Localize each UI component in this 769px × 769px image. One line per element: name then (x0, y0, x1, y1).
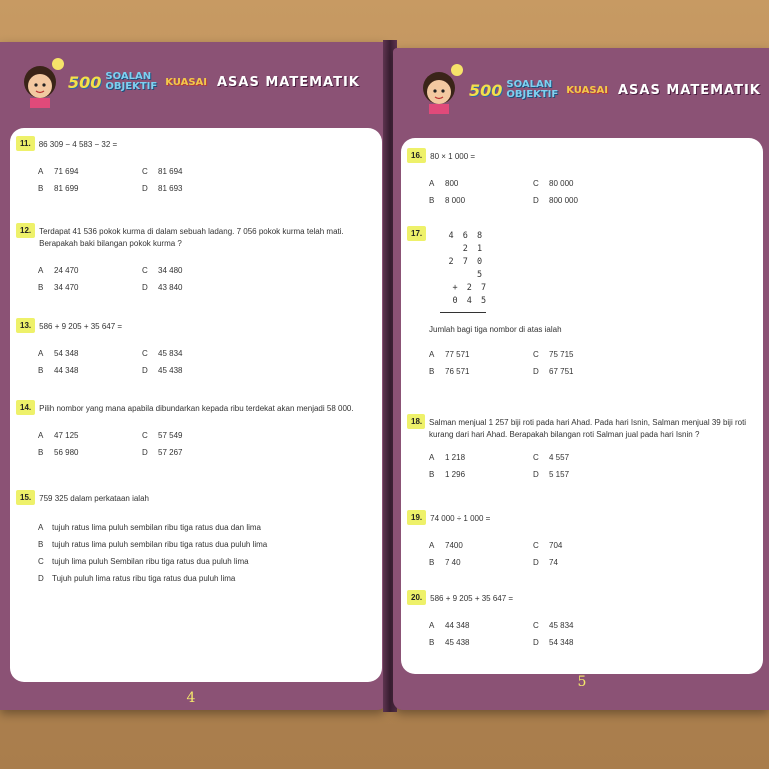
option-a: A 47 125 (38, 431, 79, 440)
question-number: 13. (16, 318, 35, 333)
brand-kuasai: KUASAI (566, 84, 608, 96)
question-11 (16, 136, 376, 193)
option-c: C 704 (533, 541, 563, 550)
question-sheet (401, 138, 763, 674)
brand-soalan: SOALAN OBJEKTIF (506, 79, 559, 100)
option-b: B 34 470 (38, 283, 79, 292)
question-16 (407, 148, 757, 205)
option-a: A 54 348 (38, 349, 79, 358)
option-b: B 81 699 (38, 184, 79, 193)
question-number: 20. (407, 590, 426, 605)
question-19 (407, 510, 757, 567)
option-b: B 8 000 (429, 196, 466, 205)
question-text: 80 × 1 000 = (430, 152, 476, 161)
question-number: 11. (16, 136, 35, 151)
girl-mascot-icon (16, 56, 66, 108)
option-a: A 44 348 (429, 621, 470, 630)
brand-soalan: SOALAN OBJEKTIF (105, 71, 158, 92)
option-a: A tujuh ratus lima puluh sembilan ribu tiga ratus dua dan lima (38, 523, 262, 532)
question-15 (16, 490, 376, 583)
option-b: B 56 980 (38, 448, 79, 457)
question-text: Pilih nombor yang mana apabila dibundarkan kepada ribu terdekat akan menjadi 58 000. (39, 404, 354, 413)
option-c: C tujuh lima puluh Sembilan ribu tiga ratus dua puluh lima (38, 557, 249, 566)
option-a: A 800 (429, 179, 459, 188)
option-a: A 24 470 (38, 266, 79, 275)
brand-number: 500 (68, 72, 102, 92)
question-13 (16, 318, 376, 375)
brand-number: 500 (469, 80, 503, 100)
question-14 (16, 400, 376, 457)
brand-title: ASAS MATEMATIK (217, 74, 360, 90)
option-c: C 57 549 (142, 431, 183, 440)
question-number: 16. (407, 148, 426, 163)
option-d: D 81 693 (142, 184, 183, 193)
brand-title: ASAS MATEMATIK (618, 82, 761, 98)
page-header (6, 50, 381, 120)
question-number: 19. (407, 510, 426, 525)
question-text: 586 + 9 205 + 35 647 = (39, 322, 123, 331)
option-d: D 67 751 (533, 367, 574, 376)
question-number: 15. (16, 490, 35, 505)
vertical-addition: 4 6 8 2 1 2 7 0 5 + 2 7 0 4 5 (440, 230, 488, 313)
option-c: C 45 834 (142, 349, 183, 358)
option-a: A 71 694 (38, 167, 79, 176)
option-c: C 80 000 (533, 179, 574, 188)
option-b: B 1 296 (429, 470, 466, 479)
option-b: B tujuh ratus lima puluh sembilan ribu tiga ratus dua puluh lima (38, 540, 268, 549)
question-number: 14. (16, 400, 35, 415)
option-c: C 75 715 (533, 350, 574, 359)
option-d: D 45 438 (142, 366, 183, 375)
question-text: Salman menjual 1 257 biji roti pada hari Ahad. Pada hari Isnin, Salman menjual 39 biji roti kurang dari hari Ahad. Berapakah bilangan roti Salman jual pada hari Isnin ? (429, 418, 747, 439)
sum-line (440, 312, 486, 313)
option-c: C 81 694 (142, 167, 183, 176)
question-text: 759 325 dalam perkataan ialah (39, 494, 149, 503)
brand-kuasai: KUASAI (165, 76, 207, 88)
series-brand (469, 80, 761, 100)
page-header (399, 56, 763, 126)
option-c: C 4 557 (533, 453, 570, 462)
question-text: 586 + 9 205 + 35 647 = (430, 594, 514, 603)
page-number: 4 (186, 690, 196, 706)
option-c: C 34 480 (142, 266, 183, 275)
option-d: D 5 157 (533, 470, 570, 479)
option-d: D Tujuh puluh lima ratus ribu tiga ratus dua puluh lima (38, 574, 236, 583)
page-number: 5 (577, 674, 587, 690)
option-b: B 76 571 (429, 367, 470, 376)
option-d: D 54 348 (533, 638, 574, 647)
option-a: A 1 218 (429, 453, 466, 462)
question-17 (407, 226, 757, 376)
option-d: D 43 840 (142, 283, 183, 292)
question-12 (16, 223, 376, 292)
question-number: 18. (407, 414, 425, 429)
question-number: 17. (407, 226, 426, 241)
girl-mascot-icon (415, 62, 465, 114)
option-d: D 800 000 (533, 196, 578, 205)
question-text: 74 000 ÷ 1 000 = (430, 514, 491, 523)
option-a: A 7400 (429, 541, 463, 550)
option-a: A 77 571 (429, 350, 470, 359)
open-workbook (0, 40, 769, 740)
option-d: D 74 (533, 558, 558, 567)
option-b: B 7 40 (429, 558, 461, 567)
right-page (393, 48, 769, 710)
question-text: Terdapat 41 536 pokok kurma di dalam sebuah ladang. 7 056 pokok kurma telah mati. Berapakah baki bilangan pokok kurma ? (39, 227, 344, 248)
question-number: 12. (16, 223, 35, 238)
series-brand (68, 72, 360, 92)
left-page (0, 42, 387, 710)
question-text: Jumlah bagi tiga nombor di atas ialah (429, 325, 562, 334)
question-text: 86 309 − 4 583 − 32 = (38, 140, 118, 149)
question-sheet (10, 128, 382, 682)
option-b: B 45 438 (429, 638, 470, 647)
option-b: B 44 348 (38, 366, 79, 375)
option-c: C 45 834 (533, 621, 574, 630)
option-d: D 57 267 (142, 448, 183, 457)
question-18 (407, 414, 757, 479)
question-20 (407, 590, 757, 647)
